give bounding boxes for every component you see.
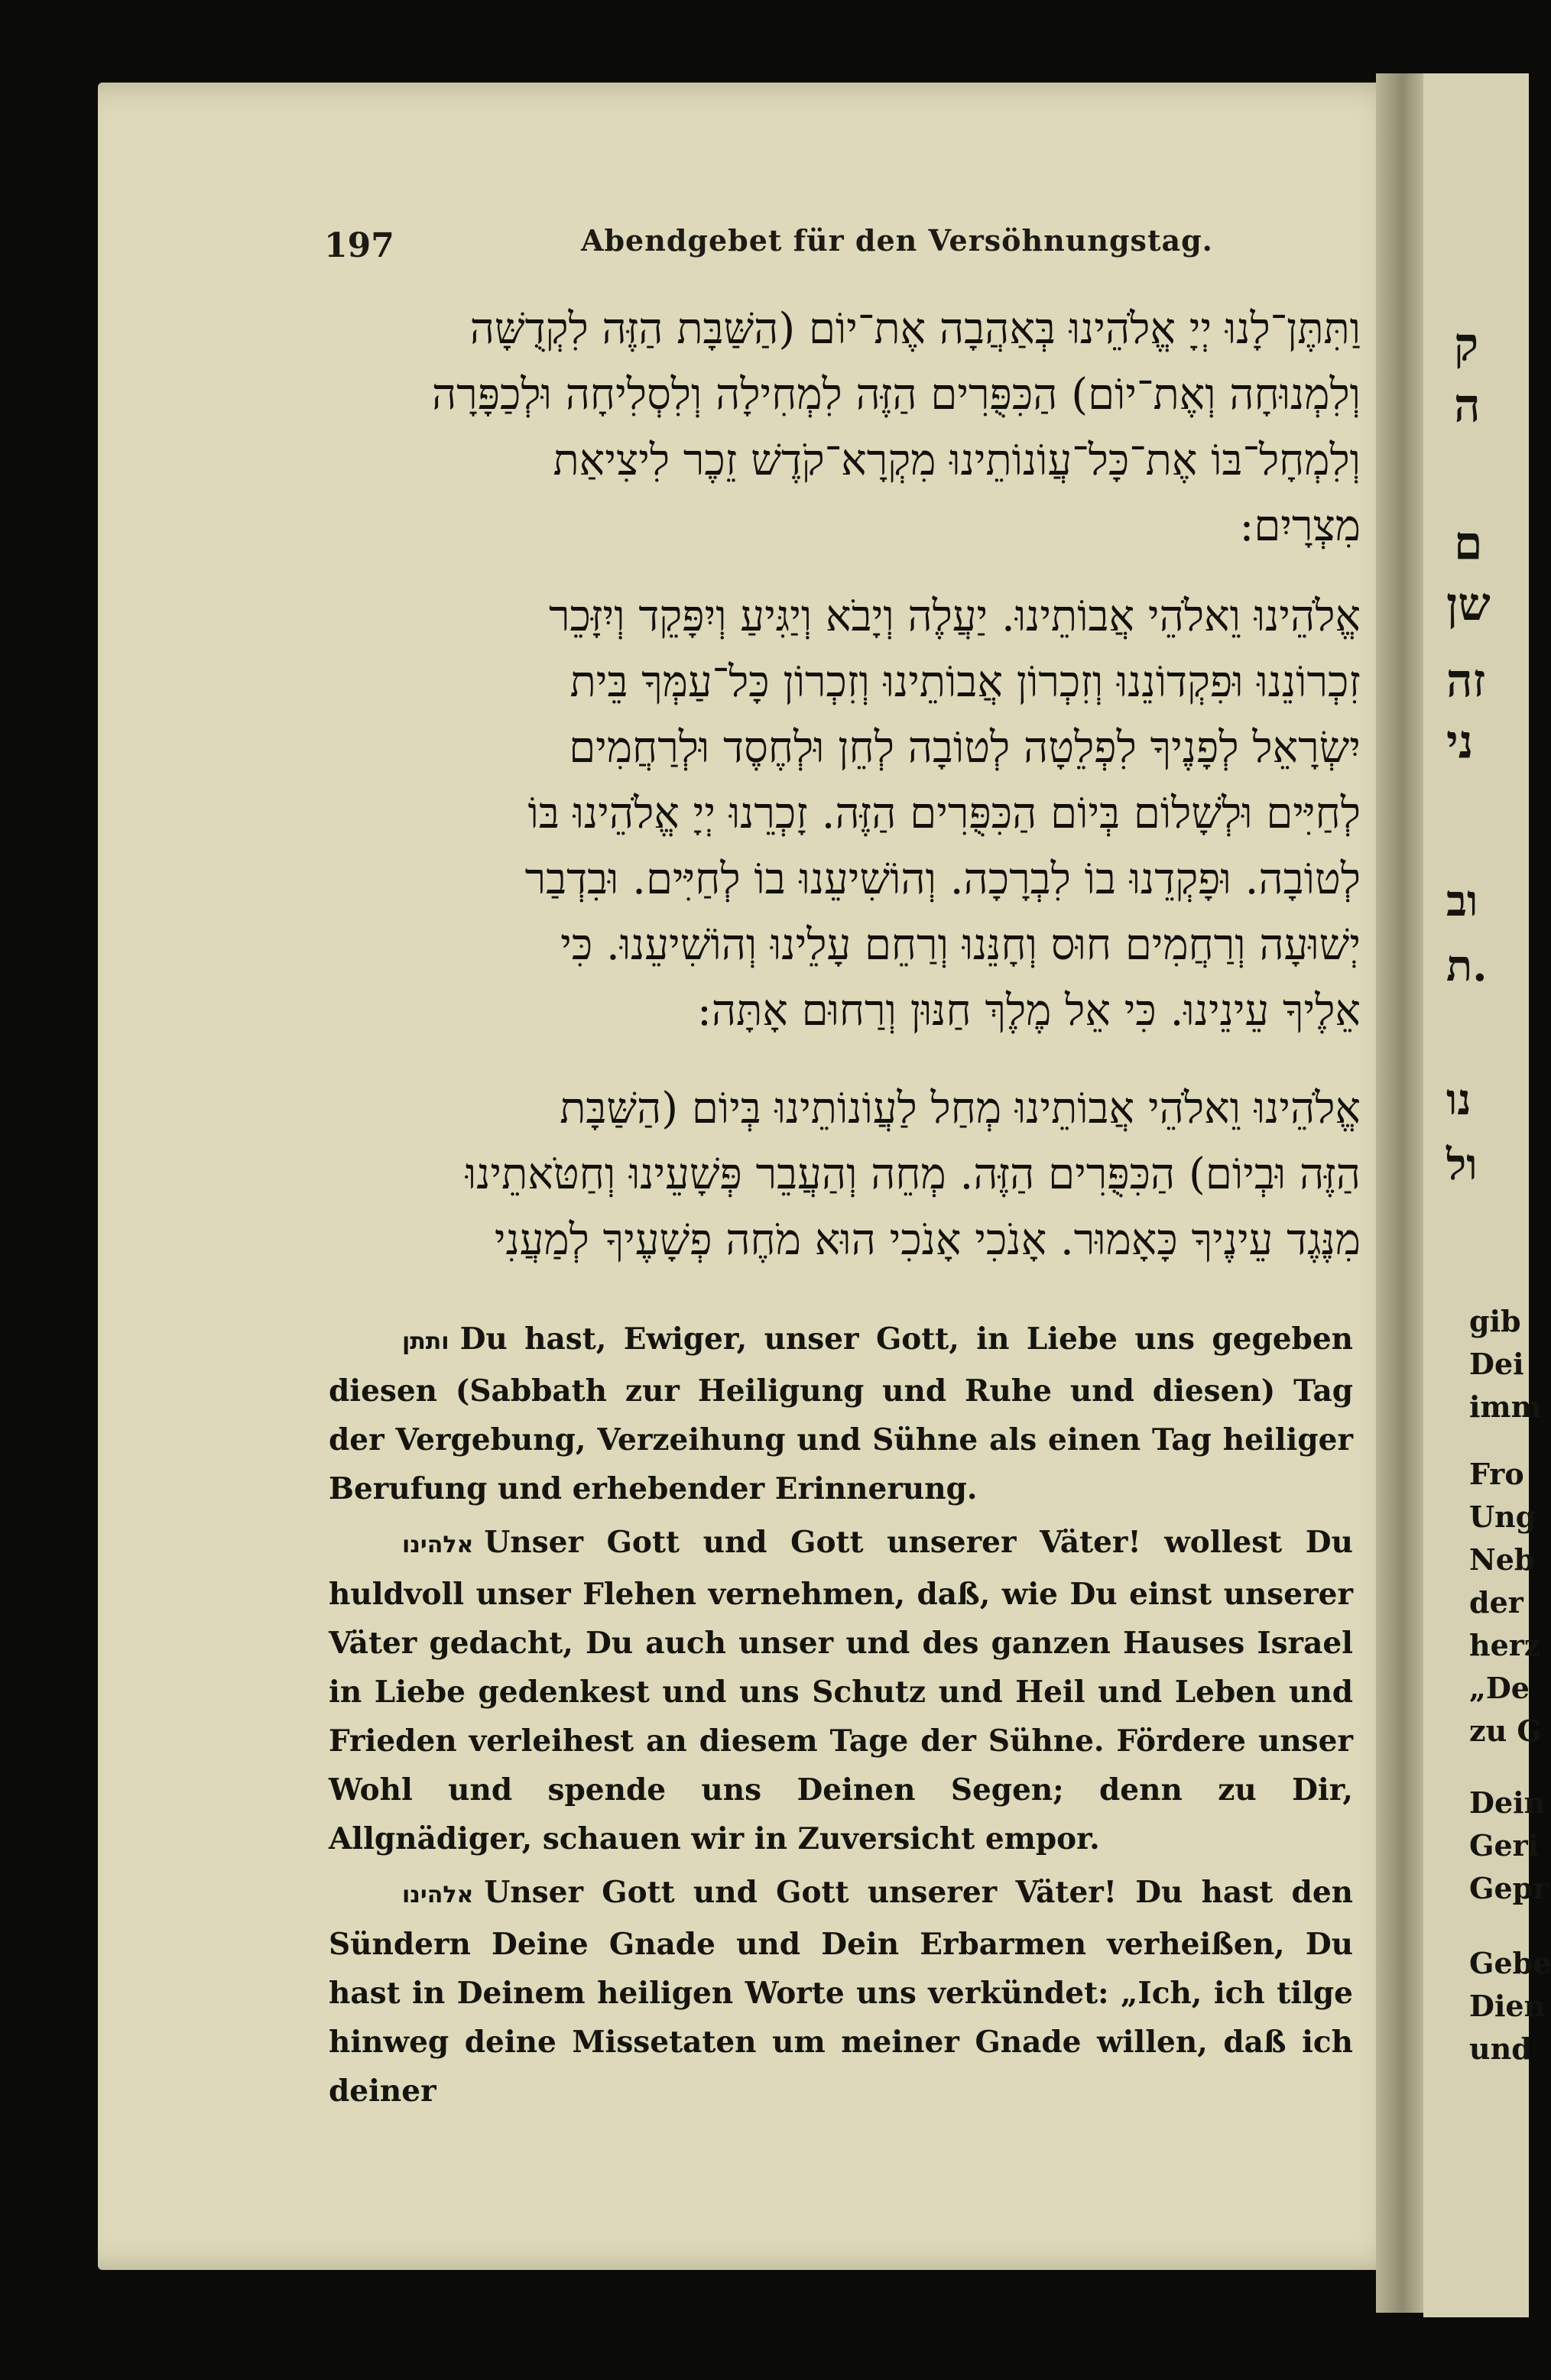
hebrew-paragraph-1 [321, 297, 1361, 559]
next-page-german-fragment: gib [1469, 1304, 1521, 1338]
hebrew-line: וַתִּתֶּן־לָנוּ יְיָ אֱלֹהֵינוּ בְּאַהֲבָה אֶת־יוֹם (הַשַּׁבָּת הַזֶּה לִקְדֻשָּׁה [469, 304, 1361, 354]
hebrew-line: וְלִמְנוּחָה וְאֶת־יוֹם) הַכִּפֻּרִים הַזֶּה לִמְחִילָה וְלִסְלִיחָה וּלְכַפָּרָה [431, 370, 1361, 420]
next-page-german-fragment: Dien [1469, 1989, 1546, 2023]
next-page-german-fragment: „De [1469, 1671, 1530, 1705]
german-paragraph-text: Du hast, Ewiger, unser Gott, in Liebe uns gegeben diesen (Sabbath zur Heiligung und Ruhe und diesen) Tag der Vergebung, Verzeihung und Sühne als einen Tag heiliger Berufung und erhebender Erinnerung. [329, 1321, 1353, 1506]
next-page-hebrew-fragment: ם [1454, 517, 1483, 570]
hebrew-line: לְטוֹבָה. וּפָקְדֵנוּ בוֹ לִבְרָכָה. וְהוֹשִׁיעֵנוּ בוֹ לְחַיִּים. וּבִדְבַר [524, 854, 1361, 904]
next-page-german-fragment: Gepr [1469, 1871, 1549, 1905]
hebrew-line: מִצְרָיִם: [1239, 501, 1361, 551]
next-page-hebrew-fragment: שן [1446, 578, 1491, 631]
next-page-german-fragment: und [1469, 2031, 1532, 2066]
hebrew-line: זִכְרוֹנֵנוּ וּפִקְדוֹנֵנוּ וְזִכְרוֹן אֲבוֹתֵינוּ וְזִכְרוֹן כָּל־עַמְּךָ בֵּית [569, 657, 1361, 707]
next-page-german-fragment: zu G [1469, 1714, 1542, 1748]
hebrew-line: יְשׁוּעָה וְרַחֲמִים חוּס וְחָנֵּנוּ וְרַחֵם עָלֵינוּ וְהוֹשִׁיעֵנוּ. כִּי [560, 920, 1361, 970]
next-page-edge [1423, 73, 1551, 2317]
book-gutter [1376, 73, 1429, 2313]
page-number: 197 [324, 226, 394, 265]
next-page-german-fragment: Gebe [1469, 1946, 1551, 1980]
german-paragraph-text: Unser Gott und Gott unserer Väter! Du hast den Sündern Deine Gnade und Dein Erbarmen verheißen, Du hast in Deinem heiligen Worte uns verkündet: „Ich, ich tilge hinweg deine Missetaten um meiner Gnade willen, daß ich deiner [329, 1875, 1353, 2109]
next-page-hebrew-fragment: ת. [1446, 941, 1488, 991]
next-page-german-fragment: Geri [1469, 1828, 1540, 1863]
hebrew-line: הַזֶּה וּבְיוֹם) הַכִּפֻּרִים הַזֶּה. מְחֵה וְהַעֲבֵר פְּשָׁעֵינוּ וְחַטֹּאתֵינוּ [465, 1149, 1361, 1199]
hebrew-line: יִשְׂרָאֵל לְפָנֶיךָ לִפְלֵטָה לְטוֹבָה לְחֵן וּלְחֶסֶד וּלְרַחֲמִים [569, 723, 1361, 773]
next-page-hebrew-fragment: נו [1446, 1075, 1472, 1125]
next-page-hebrew-fragment: ני [1446, 715, 1474, 769]
hebrew-cue-word: אלהינו [402, 1882, 474, 1908]
next-page-hebrew-fragment: וב [1446, 876, 1478, 926]
next-page-german-fragment: Ung [1469, 1500, 1536, 1534]
hebrew-line: אֱלֹהֵינוּ וֵאלֹהֵי אֲבוֹתֵינוּ מְחַל לַעֲוֹנוֹתֵינוּ בְּיוֹם (הַשַּׁבָּת [560, 1084, 1361, 1133]
next-page-german-fragment: herz [1469, 1628, 1541, 1662]
hebrew-paragraph-3 [321, 1076, 1361, 1273]
next-page-german-fragment: Dein [1469, 1785, 1546, 1820]
hebrew-paragraph-2 [321, 584, 1361, 1044]
hebrew-line: לְחַיִּים וּלְשָׁלוֹם בְּיוֹם הַכִּפֻּרִים הַזֶּה. זָכְרֵנוּ יְיָ אֱלֹהֵינוּ בּוֹ [527, 789, 1361, 838]
next-page-hebrew-fragment: ול [1446, 1140, 1478, 1190]
page-title: Abendgebet für den Versöhnungstag. [581, 223, 1213, 258]
german-paragraph-3 [329, 1868, 1353, 2116]
hebrew-cue-word: ותתן [402, 1328, 449, 1355]
hebrew-line: וְלִמְחָל־בּוֹ אֶת־כָּל־עֲוֹנוֹתֵינוּ מִקְרָא־קֹדֶשׁ זֵכֶר לִיצִיאַת [553, 436, 1361, 485]
next-page-german-fragment: der [1469, 1585, 1523, 1620]
german-paragraph-2 [329, 1518, 1353, 1863]
hebrew-line: מִנֶּגֶד עֵינֶיךָ כָּאָמוּר. אָנֹכִי אָנֹכִי הוּא מֹחֶה פְשָׁעֶיךָ לְמַעֲנִי [494, 1215, 1361, 1265]
next-page-german-fragment: Dei [1469, 1347, 1524, 1381]
hebrew-line: אֵלֶיךָ עֵינֵינוּ. כִּי אֵל מֶלֶךְ חַנּוּן וְרַחוּם אָתָּה: [697, 986, 1361, 1036]
german-translation [329, 1315, 1353, 2116]
german-paragraph-1 [329, 1315, 1353, 1513]
next-page-hebrew-fragment: זה [1446, 654, 1486, 708]
german-paragraph-text: Unser Gott und Gott unserer Väter! wollest Du huldvoll unser Flehen vernehmen, daß, wie Du einst unserer Väter gedacht, Du auch unser und des ganzen Hauses Israel in Liebe gedenkest und uns Schutz und Heil und Leben und Frieden verleihest an diesem Tage der Sühne. Fördere unser Wohl und spende uns Deinen Segen; denn zu Dir, Allgnädiger, schauen wir in Zuversicht empor. [329, 1525, 1353, 1856]
next-page-german-fragment: Fro [1469, 1457, 1524, 1491]
next-page-hebrew-fragment: ה [1454, 379, 1481, 433]
next-page-german-fragment: Neb [1469, 1542, 1535, 1577]
hebrew-cue-word: אלהינו [402, 1532, 474, 1558]
next-page-hebrew-fragment: ק [1454, 318, 1479, 371]
next-page-german-fragment: imm [1469, 1389, 1542, 1424]
hebrew-line: אֱלֹהֵינוּ וֵאלֹהֵי אֲבוֹתֵינוּ. יַעֲלֶה וְיָבֹא וְיַגִּיעַ וְיִפָּקֵד וְיִזָּכֵר [549, 592, 1361, 641]
